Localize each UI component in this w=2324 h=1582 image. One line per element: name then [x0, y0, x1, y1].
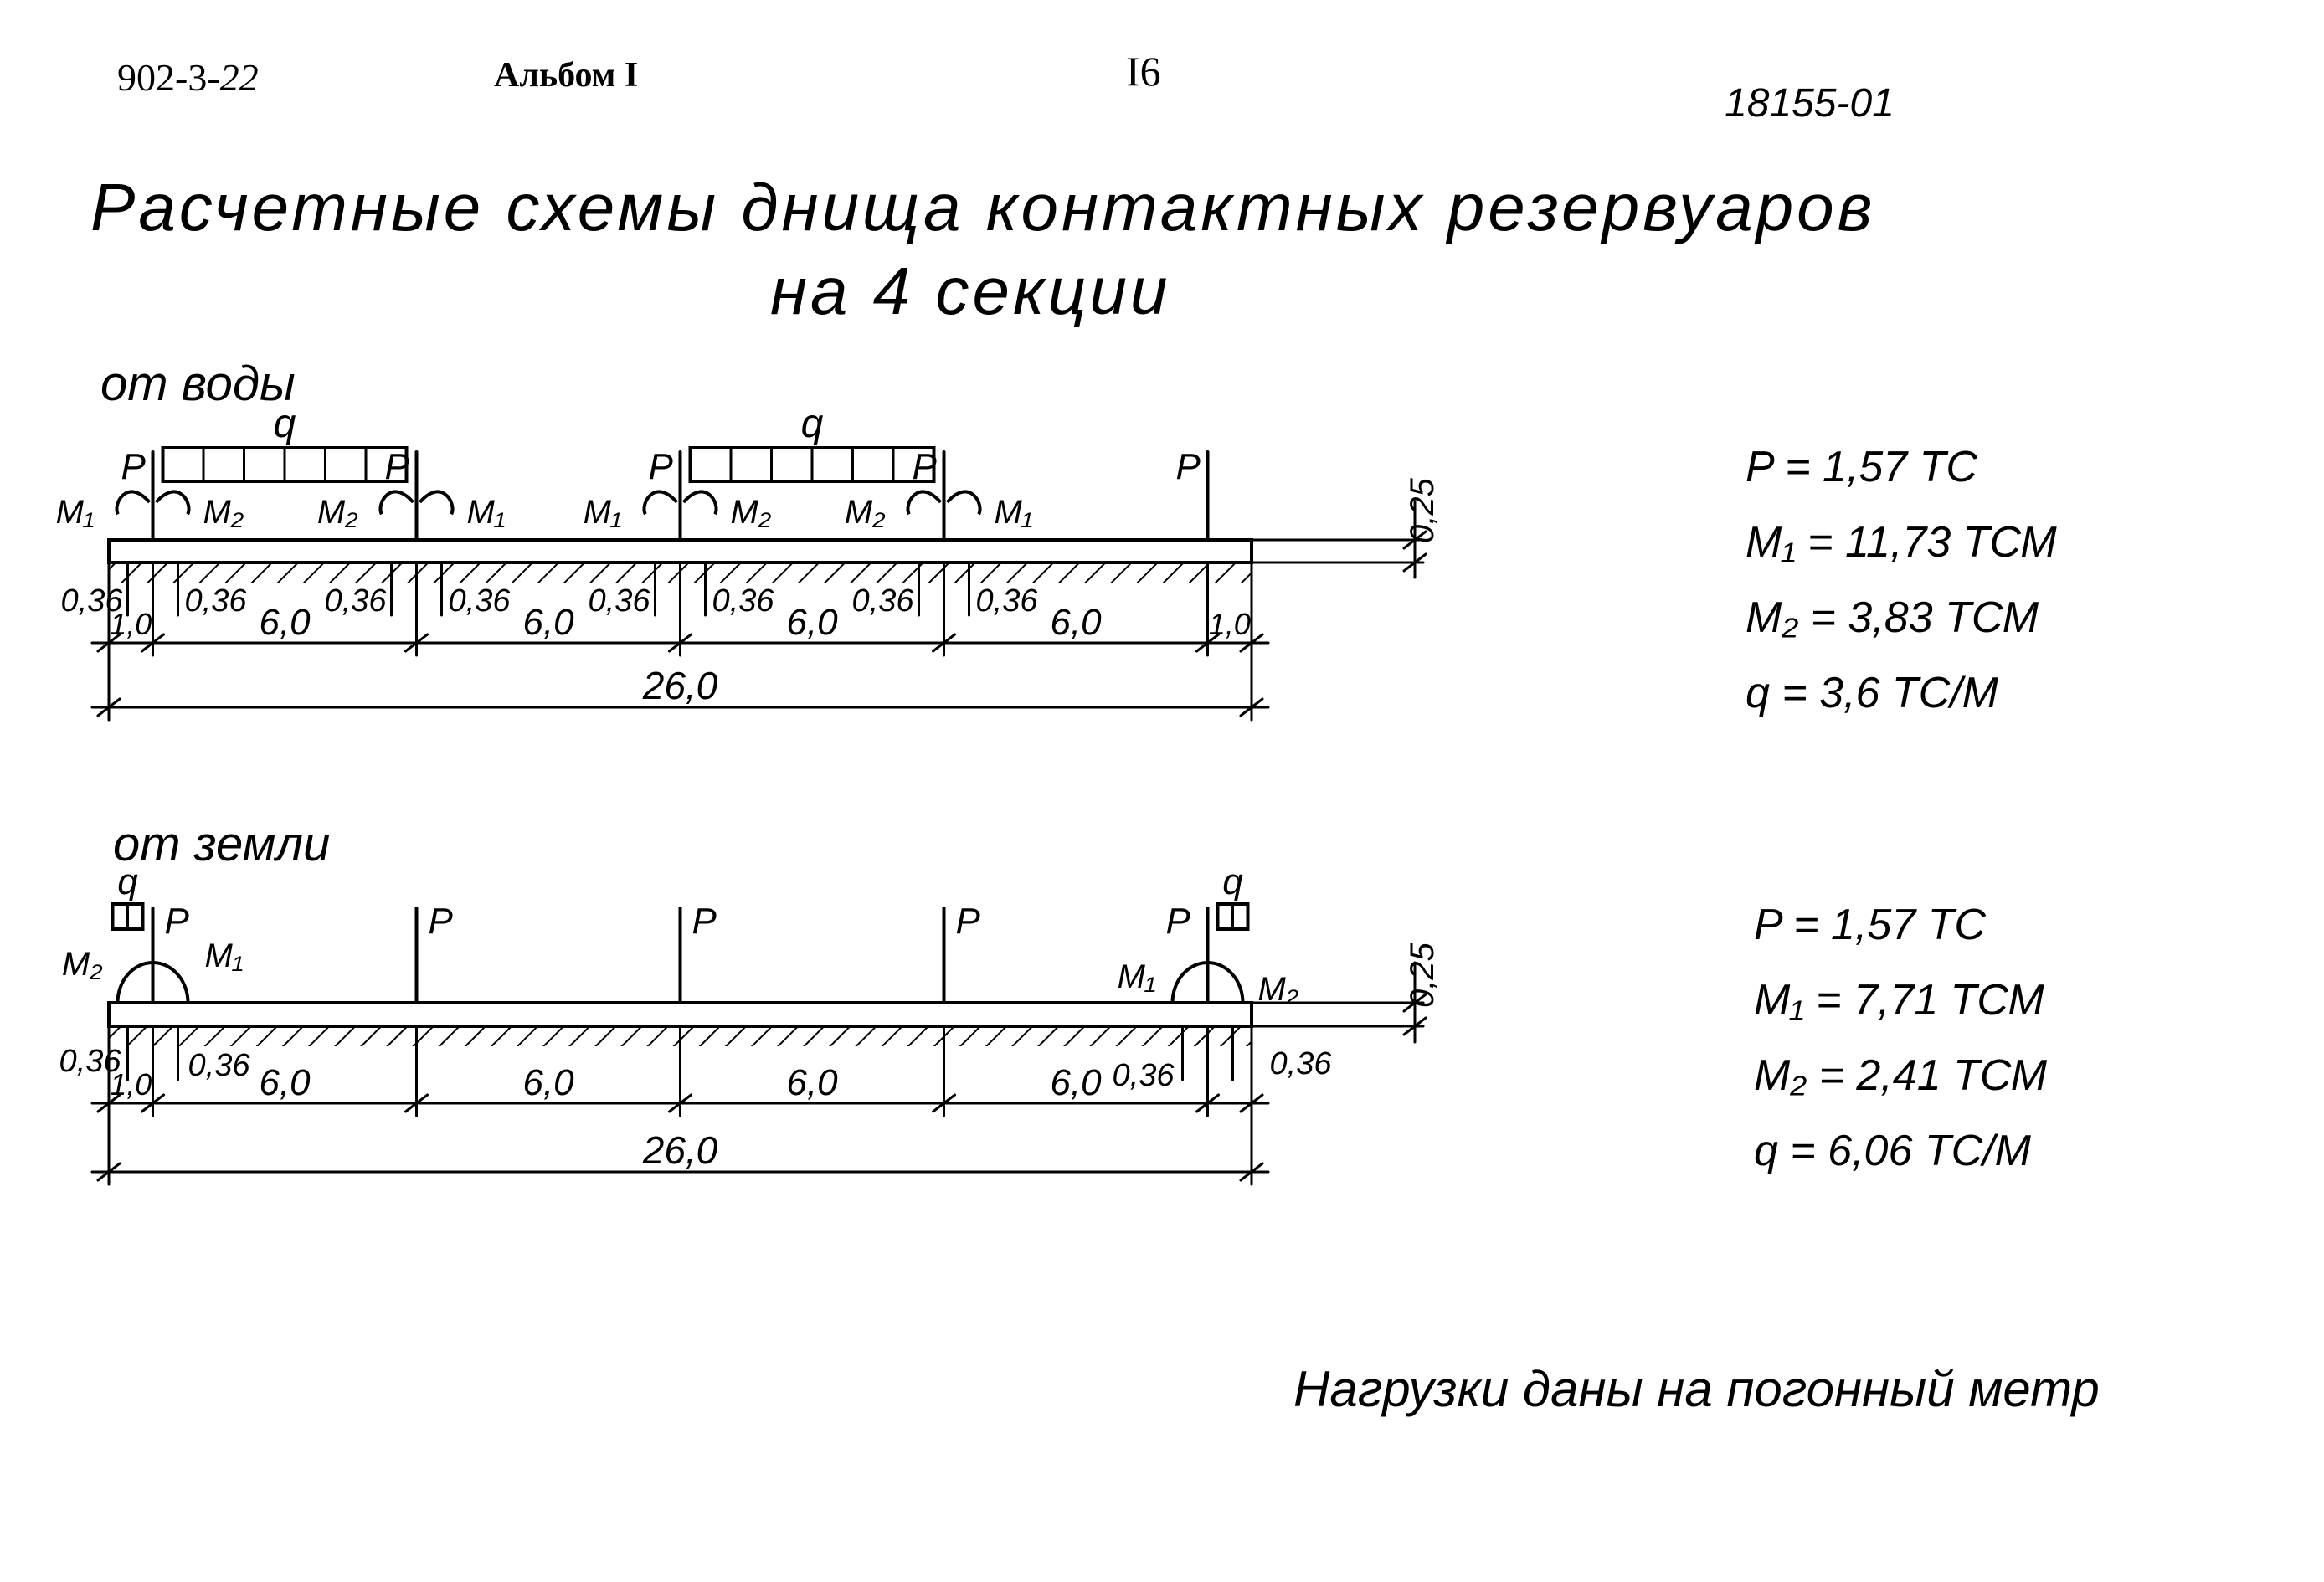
- beam: [109, 1003, 1252, 1026]
- thickness-label: 0,25: [1404, 478, 1441, 543]
- offset-label-right-2: 0,36: [448, 583, 511, 619]
- span-label-4: 6,0: [1050, 602, 1102, 643]
- moment-label-m1-left: M₁: [204, 937, 244, 974]
- span-label-1: 6,0: [259, 602, 311, 643]
- moment-label-2: M₂: [203, 494, 244, 531]
- offset-label-2: 0,36: [188, 1048, 250, 1083]
- moment-label-m2-right: M₂: [1257, 971, 1299, 1008]
- scheme-2: [59, 861, 1441, 1184]
- scheme-1-legend-q: q = 3,6 ТС/М: [1746, 669, 1998, 717]
- document-number-prefix: 902-3-: [117, 56, 220, 99]
- scheme-1-heading: от воды: [100, 357, 296, 411]
- moment-arc-6: [684, 491, 717, 514]
- span-label-1: 6,0: [259, 1062, 311, 1103]
- total-label: 26,0: [642, 1128, 718, 1172]
- moment-label-6: M₂: [730, 494, 772, 531]
- moment-arc-8: [948, 491, 980, 514]
- moment-label-m1-right: M₁: [1117, 958, 1156, 995]
- offset-label-left-4: 0,36: [851, 583, 914, 619]
- q-label-1: q: [273, 402, 296, 446]
- moment-arc-2: [157, 491, 189, 514]
- scheme-2-legend-m2: M₂ = 2,41 ТСМ: [1754, 1051, 2048, 1100]
- beam: [109, 540, 1252, 562]
- moment-label-5: M₁: [583, 494, 622, 531]
- p-label-5: P: [1175, 446, 1201, 487]
- p-label-1: P: [164, 901, 189, 942]
- offset-label-1: 0,36: [59, 1044, 121, 1079]
- sheet-code: 18155-01: [1725, 81, 1895, 126]
- span-label-3: 6,0: [786, 602, 838, 643]
- end-dim-left: 1,0: [110, 607, 152, 641]
- p-label-3: P: [692, 901, 717, 942]
- scheme-1-legend-m2: M₂ = 3,83 ТСМ: [1746, 593, 2039, 642]
- scheme-1-legend-p: P = 1,57 ТС: [1746, 443, 1977, 491]
- footnote: Нагрузки даны на погонный метр: [1293, 1361, 2100, 1417]
- moment-label-7: M₂: [844, 494, 886, 531]
- offset-label-left-3: 0,36: [588, 583, 650, 619]
- end-dim-left: 1,0: [110, 1067, 152, 1102]
- album-label: Альбом I: [494, 56, 639, 95]
- q-label-1: q: [117, 861, 138, 902]
- offset-label-right-4: 0,36: [975, 583, 1038, 619]
- span-label-2: 6,0: [522, 1062, 574, 1103]
- p-label-4: P: [912, 446, 937, 487]
- moment-label-4: M₁: [466, 494, 506, 531]
- p-label-2: P: [428, 901, 453, 942]
- p-label-5: P: [1165, 901, 1190, 942]
- offset-label-right-1: 0,36: [184, 583, 247, 619]
- moment-label-m2-left: M₂: [61, 946, 103, 983]
- p-label-4: P: [955, 901, 980, 942]
- q-label-2: q: [800, 402, 824, 446]
- q-label-2: q: [1222, 861, 1243, 902]
- p-label-2: P: [384, 446, 409, 487]
- moment-arc-1: [116, 491, 149, 514]
- span-label-4: 6,0: [1050, 1062, 1102, 1103]
- scheme-2-legend-m1: M₁ = 7,71 ТСМ: [1754, 976, 2044, 1025]
- moment-arc-3: [380, 491, 413, 514]
- scheme-1: [56, 402, 1441, 720]
- span-label-3: 6,0: [786, 1062, 838, 1103]
- scheme-2-legend-q: q = 6,06 ТС/М: [1754, 1127, 2031, 1175]
- span-label-2: 6,0: [522, 602, 574, 643]
- moment-arc-7: [907, 491, 940, 514]
- moment-arc-4: [420, 491, 453, 514]
- page-number: I6: [1126, 48, 1161, 95]
- offset-label-left-1: 0,36: [60, 583, 123, 619]
- moment-arc-5: [644, 491, 676, 514]
- offset-label-right-3: 0,36: [712, 583, 774, 619]
- moment-label-8: M₁: [994, 494, 1033, 531]
- p-label-3: P: [648, 446, 673, 487]
- moment-label-1: M₁: [55, 494, 95, 531]
- offset-label-4: 0,36: [1269, 1046, 1332, 1081]
- title-line-2: на 4 секции: [770, 254, 1171, 328]
- thickness-label: 0,25: [1404, 943, 1441, 1008]
- title-line-1: Расчетные схемы днища контактных резервуаров: [90, 170, 1876, 244]
- offset-label-3: 0,36: [1112, 1058, 1175, 1093]
- scheme-2-legend-p: P = 1,57 ТС: [1754, 901, 1986, 949]
- p-label-1: P: [121, 446, 146, 487]
- scheme-2-heading: от земли: [113, 817, 331, 871]
- moment-label-3: M₂: [316, 494, 358, 531]
- end-dim-right: 1,0: [1208, 607, 1251, 641]
- scheme-1-legend-m1: M₁ = 11,73 ТСМ: [1746, 518, 2057, 567]
- offset-label-left-2: 0,36: [324, 583, 387, 619]
- document-number-suffix: 22: [219, 56, 259, 99]
- total-label: 26,0: [642, 664, 718, 707]
